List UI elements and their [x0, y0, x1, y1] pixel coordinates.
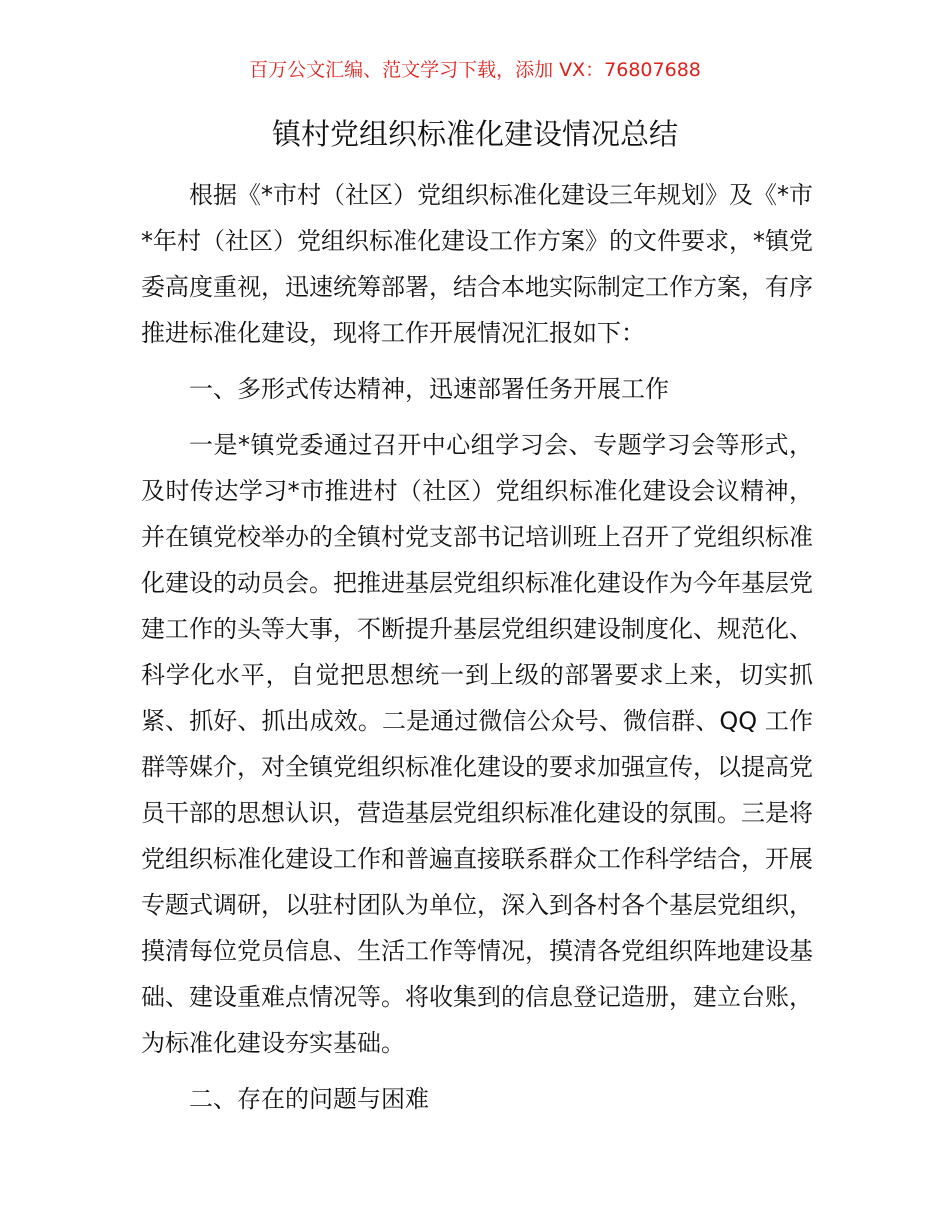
document-body [141, 172, 813, 1122]
section-1-paragraph: 一是*镇党委通过召开中心组学习会、专题学习会等形式，及时传达学习*市推进村（社区）党组织标准化建设会议精神，并在镇党校举办的全镇村党支部书记培训班上召开了党组织标准化建设的动员会。把推进基层党组织标准化建设作为今年基层党建工作的头等大事，不断提升基层党组织建设制度化、规范化、科学化水平，自觉把思想统一到上级的部署要求上来，切实抓紧、抓好、抓出成效。二是通过微信公众号、微信群、QQ 工作群等媒介，对全镇党组织标准化建设的要求加强宣传，以提高党员干部的思想认识，营造基层党组织标准化建设的氛围。三是将党组织标准化建设工作和普遍直接联系群众工作科学结合，开展专题式调研，以驻村团队为单位，深入到各村各个基层党组织，摸清每位党员信息、生活工作等情况，摸清各党组织阵地建设基础、建设重难点情况等。将收集到的信息登记造册，建立台账，为标准化建设夯实基础。 [141, 431, 813, 1057]
section-heading-1: 一、多形式传达精神，迅速部署任务开展工作 [189, 375, 669, 403]
section-heading-2: 二、存在的问题与困难 [189, 1085, 429, 1113]
promo-banner: 百万公文汇编、范文学习下载，添加 VX：76807688 [249, 59, 701, 81]
document-title: 镇村党组织标准化建设情况总结 [271, 117, 678, 151]
intro-paragraph: 根据《*市村（社区）党组织标准化建设三年规划》及《*市*年村（社区）党组织标准化建设工作方案》的文件要求，*镇党委高度重视，迅速统筹部署，结合本地实际制定工作方案，有序推进标准化建设，现将工作开展情况汇报如下： [141, 181, 813, 347]
